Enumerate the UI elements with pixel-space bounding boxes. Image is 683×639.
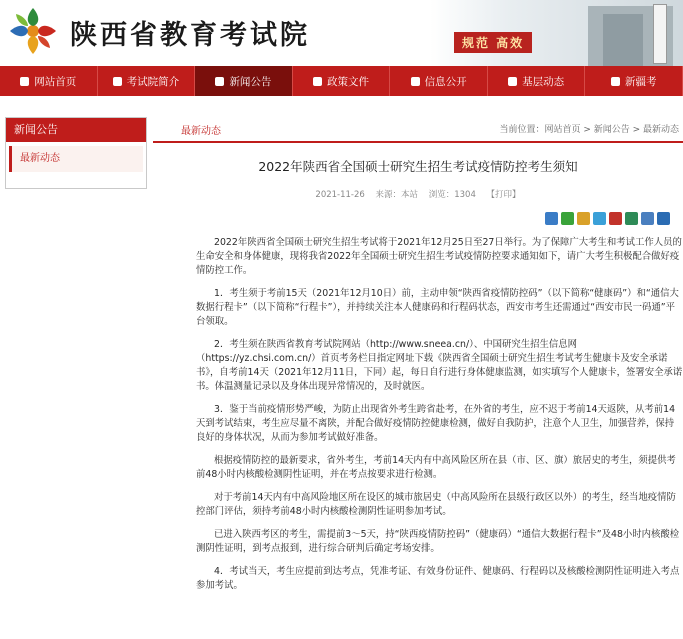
article-paragraph: 1．考生须于考前15天（2021年12月10日）前，主动申领“陕西省疫情防控码”（以下简称“健康码”）和“通信大数据行程卡”（以下简称“行程卡”），并持续关注本人健康码和行程码状态，西安市考生还需通过“西安市民一码通”平台领取。 xyxy=(196,288,679,327)
nav-item-label: 政策文件 xyxy=(327,75,370,88)
share-toolbar xyxy=(545,212,670,225)
header-slogan: 规范 高效 xyxy=(454,32,532,53)
nav-item[interactable] xyxy=(98,66,196,96)
article-paragraph: 根据疫情防控的最新要求，省外考生，考前14天内有中高风险区所在县（市、区、旗）旅居史的考生，须提供考前48小时内核酸检测阴性证明，并在考点按要求进行检测。 xyxy=(196,455,676,480)
article-title: 2022年陕西省全国硕士研究生招生考试疫情防控考生须知 xyxy=(258,159,578,174)
article-paragraph: 2022年陕西省全国硕士研究生招生考试将于2021年12月25日至27日举行。为了保障广大考生和考试工作人员的生命安全和身体健康，现将我省2022年全国硕士研究生招生考试疫情防控要求通知如下，请广大考生积极配合做好疫情防控工作。 xyxy=(196,237,682,276)
nav-item[interactable] xyxy=(0,66,98,96)
nav-item-label: 新疆考 xyxy=(625,75,657,88)
article-paragraph: 已进入陕西考区的考生，需提前3～5天，持“陕西疫情防控码”（健康码）“通信大数据行程卡”及48小时内核酸检测阴性证明，到考点报到，进行综合研判后确定考场安排。 xyxy=(196,529,680,554)
nav-item-label: 新闻公告 xyxy=(229,75,272,88)
share-weibo-icon[interactable] xyxy=(577,212,590,225)
share-qzone-icon[interactable] xyxy=(545,212,558,225)
exam-authority-logo-icon[interactable] xyxy=(6,4,60,58)
exam-icon xyxy=(611,77,620,86)
sidebar-item-latest-news[interactable]: 最新动态 xyxy=(9,146,143,172)
share-renren-icon[interactable] xyxy=(609,212,622,225)
share-wechat-icon[interactable] xyxy=(561,212,574,225)
section-title: 最新动态 xyxy=(181,126,221,137)
building-shape xyxy=(603,14,643,66)
article-paragraph: 对于考前14天内有中高风险地区所在设区的城市旅居史（中高风险所在县级行政区以外）的考生，经当地疫情防控部门评估，须持考前48小时内核酸检测阴性证明参加考试。 xyxy=(196,492,676,517)
institute-sign xyxy=(653,4,667,64)
news-icon xyxy=(215,77,224,86)
article-paragraph: 2．考生须在陕西省教育考试院网站（http://www.sneea.cn/）、中国研究生招生信息网（https://yz.chsi.com.cn/）首页考务栏目指定网址下载《陕西省全国硕士研究生招生考试考生健康卡及安全承诺书》，自考前14天（2021年12月11日，下同）起，每日自行进行身体健康监测，如实填写个人健康卡，签署安全承诺书。体温测量记录以及身体出现异常情况的，及时就医。 xyxy=(196,339,683,392)
article-body xyxy=(196,236,683,602)
sidebar-heading: 新闻公告 xyxy=(6,118,146,142)
nav-item-label: 信息公开 xyxy=(424,75,467,88)
nav-item[interactable] xyxy=(585,66,683,96)
open-info-icon xyxy=(411,77,420,86)
share-mail-icon[interactable] xyxy=(641,212,654,225)
sidebar xyxy=(5,117,147,189)
share-more-icon[interactable] xyxy=(657,212,670,225)
nav-item[interactable] xyxy=(195,66,293,96)
breadcrumb xyxy=(153,117,683,143)
share-douban-icon[interactable] xyxy=(625,212,638,225)
dynamic-icon xyxy=(508,77,517,86)
home-icon xyxy=(20,77,29,86)
nav-item-label: 考试院简介 xyxy=(126,75,180,88)
nav-item[interactable] xyxy=(293,66,391,96)
site-title: 陕西省教育考试院 xyxy=(70,20,310,51)
article-paragraph: 3．鉴于当前疫情形势严峻，为防止出现省外考生跨省赴考，在外省的考生，应不迟于考前14天返陕，从考前14天到考试结束，考生应尽量不离陕，并配合做好疫情防控健康检测，做好自我防护，注意个人卫生，加强营养，保持良好的身体状况，从而为参加考试做好准备。 xyxy=(196,404,676,443)
article-paragraph: 4．考试当天，考生应提前到达考点，凭准考证、有效身份证件、健康码、行程码以及核酸检测阴性证明进入考点参加考试。 xyxy=(196,566,680,591)
share-tencent-icon[interactable] xyxy=(593,212,606,225)
article-meta: 2021-11-26 来源：本站 浏览：1304 【打印】 xyxy=(315,190,521,200)
nav-item-label: 网站首页 xyxy=(34,75,77,88)
nav-item[interactable] xyxy=(488,66,586,96)
document-icon xyxy=(313,77,322,86)
info-icon xyxy=(113,77,122,86)
main-nav xyxy=(0,66,683,96)
nav-item-label: 基层动态 xyxy=(522,75,565,88)
site-header xyxy=(0,0,683,66)
nav-item[interactable] xyxy=(390,66,488,96)
breadcrumb-path[interactable]: 当前位置：网站首页 > 新闻公告 > 最新动态 xyxy=(499,125,679,135)
